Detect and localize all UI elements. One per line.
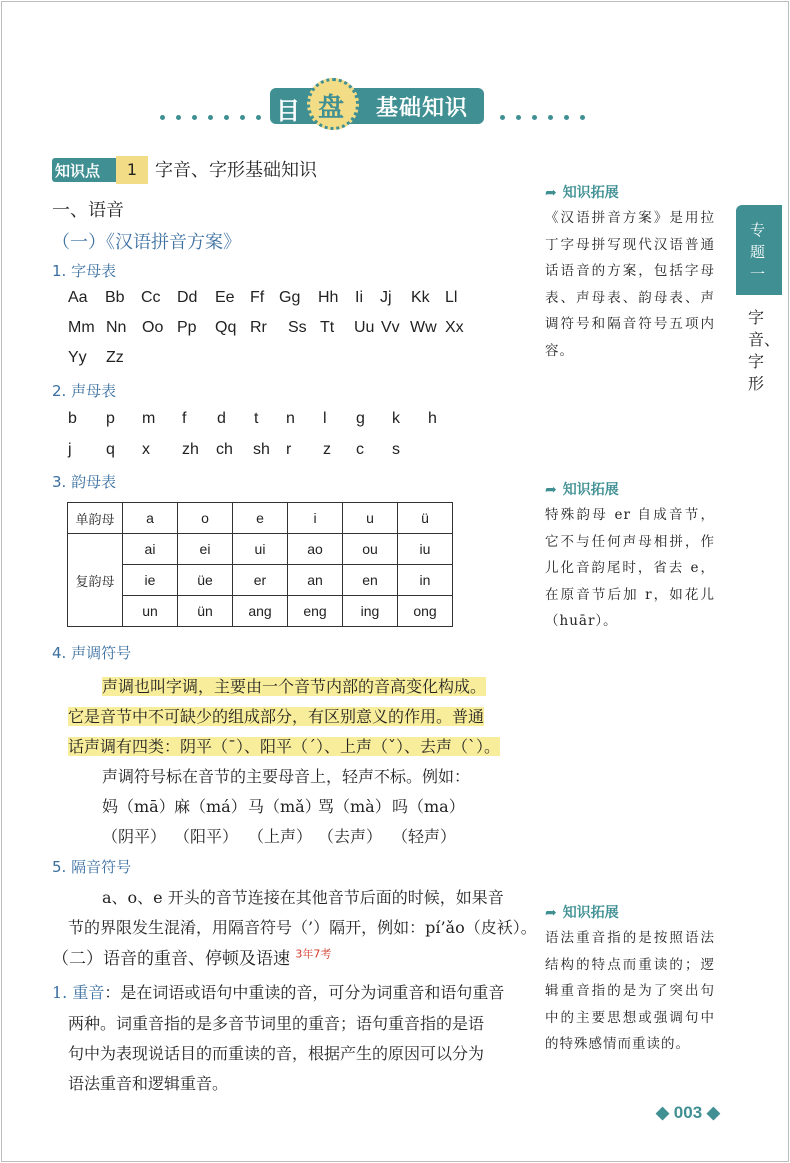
note-body: 语法重音指的是按照语法结构的特点而重读的；逻辑重音指的是为了突出句中的主要思想或强调句中的特殊感情而重读的。 (545, 930, 715, 1052)
arrow-icon: ➦ (545, 185, 557, 201)
tone-example: 吗（ma） (392, 797, 465, 816)
table-row (68, 596, 453, 627)
letter-pair: Zz (106, 349, 124, 366)
initial: g (356, 410, 365, 427)
knowledge-point-number: 1 (116, 156, 148, 184)
letter-pair: Pp (177, 319, 197, 336)
subsection-title-text: （二）语音的重音、停顿及语速 (52, 949, 290, 969)
note-heading-text: 知识拓展 (562, 482, 619, 498)
separator-heading: 5. 隔音符号 (52, 858, 132, 876)
side-tab-topic: 专题一 (750, 221, 766, 283)
finals-table (67, 502, 453, 627)
letter-pair: Xx (445, 319, 464, 336)
tone-example-labels (102, 824, 462, 846)
letter-pair: Ff (250, 289, 265, 306)
letter-pair: Nn (106, 319, 127, 336)
tones-paragraph-2: 声调符号标在音节的主要母音上，轻声不标。例如： (102, 767, 471, 786)
initial: ch (216, 441, 233, 458)
note-heading (545, 479, 619, 499)
table-cell: en (343, 565, 398, 596)
stress-line: 语法重音和逻辑重音。 (68, 1074, 229, 1093)
subsection-title-2 (52, 944, 331, 969)
table-cell: ie (123, 565, 178, 596)
table-cell: er (233, 565, 288, 596)
note-heading-text: 知识拓展 (562, 185, 619, 201)
initial: s (392, 441, 400, 458)
stress-term: 1. 重音 (52, 983, 105, 1002)
letter-pair: Uu (354, 319, 375, 336)
tone-examples (102, 794, 465, 816)
initial: q (106, 441, 115, 458)
note-heading (545, 902, 619, 922)
table-cell: ui (233, 534, 288, 565)
arrow-icon: ➦ (545, 482, 557, 498)
letter-pair: Tt (320, 319, 335, 336)
tone-label: （轻声） (392, 827, 457, 846)
table-cell: ün (178, 596, 233, 627)
table-cell: in (398, 565, 453, 596)
table-cell: e (233, 503, 288, 534)
highlighted-text: 声调也叫字调，主要由一个音节内部的音高变化构成。 (102, 677, 487, 696)
table-cell: ei (178, 534, 233, 565)
initial: p (106, 410, 115, 427)
letter-pair: Ss (288, 319, 307, 336)
initial: n (286, 410, 295, 427)
header-char-2: 盘 (318, 93, 345, 123)
separator-line: a、o、e 开头的音节连接在其他音节后面的时候，如果音 (102, 888, 504, 907)
table-cell: ai (123, 534, 178, 565)
table-row-header: 单韵母 (68, 503, 123, 534)
letter-pair: Rr (250, 319, 267, 336)
letter-pair: Ii (355, 289, 363, 306)
letter-pair: Dd (177, 289, 198, 306)
tone-label: （去声） (318, 827, 383, 846)
initial: r (286, 441, 292, 458)
initial: t (254, 410, 259, 427)
header-title: 基础知识 (376, 96, 469, 121)
letter-pair: Oo (142, 319, 164, 336)
subsection-title: （一）《汉语拼音方案》 (52, 232, 241, 253)
note-heading (545, 182, 619, 202)
tone-example: 麻（má） (174, 797, 247, 816)
initial: j (68, 441, 72, 458)
initial: k (392, 410, 400, 427)
knowledge-point-label: 知识点 (55, 162, 101, 180)
table-cell: i (288, 503, 343, 534)
note-body: 特殊韵母 er 自成音节，它不与任何声母相拼，作儿化音韵尾时，省去 e，在原音节后加 r，如花儿（huār）。 (545, 507, 715, 629)
initial: zh (182, 441, 199, 458)
tone-label: （上声） (248, 827, 313, 846)
tone-label: （阴平） (102, 827, 167, 846)
exam-frequency-tag: 3年7考 (295, 947, 332, 961)
table-cell: u (343, 503, 398, 534)
tone-example: 马（mǎ） (248, 797, 321, 816)
letter-pair: Kk (411, 289, 430, 306)
tone-example: 骂（mà） (318, 797, 391, 816)
table-row-header: 复韵母 (68, 534, 123, 627)
header-dots-right (500, 115, 585, 120)
initial: l (323, 410, 327, 427)
letter-pair: Hh (318, 289, 339, 306)
table-cell: un (123, 596, 178, 627)
tones-paragraph-line (68, 734, 500, 757)
initial: sh (253, 441, 270, 458)
table-cell: üe (178, 565, 233, 596)
page-number-text: 003 (673, 1103, 703, 1122)
letter-pair: Qq (215, 319, 237, 336)
side-tab-subject: 字音、字形 (748, 308, 781, 393)
letter-pair: Jj (380, 289, 392, 306)
letter-pair: Cc (141, 289, 161, 306)
note-heading-text: 知识拓展 (562, 905, 619, 921)
section-title: 一、语音 (52, 200, 124, 221)
table-cell: ang (233, 596, 288, 627)
initial: z (323, 441, 331, 458)
table-cell: ao (288, 534, 343, 565)
chapter-side-tab (736, 205, 782, 393)
table-cell: ü (398, 503, 453, 534)
initial: h (428, 410, 437, 427)
tone-example: 妈（mā） (102, 797, 175, 816)
stress-line: 句中为表现说话目的而重读的音，根据产生的原因可以分为 (68, 1044, 485, 1063)
table-cell: ou (343, 534, 398, 565)
initial: d (217, 410, 226, 427)
knowledge-point-title: 字音、字形基础知识 (155, 160, 317, 181)
table-cell: eng (288, 596, 343, 627)
letter-pair: Mm (68, 319, 95, 336)
initial: c (356, 441, 364, 458)
letter-pair: Ll (445, 289, 458, 306)
separator-line: 节的界限发生混淆，用隔音符号（’）隔开，例如：pí’ǎo（皮袄）。 (68, 918, 537, 937)
table-cell: an (288, 565, 343, 596)
page-number: ◆ 003 ◆ (656, 1103, 720, 1122)
letter-pair: Aa (68, 289, 88, 306)
letter-pair: Yy (68, 349, 87, 366)
initial: b (68, 410, 77, 427)
tone-label: （阳平） (174, 827, 239, 846)
initial: m (142, 410, 156, 427)
table-row (68, 565, 453, 596)
initial: x (142, 441, 150, 458)
initial: f (182, 410, 187, 427)
tones-paragraph-line (68, 704, 484, 727)
table-cell: a (123, 503, 178, 534)
table-row (68, 534, 453, 565)
table-row (68, 503, 453, 534)
stress-line (52, 980, 504, 1003)
stress-definition: ：是在词语或语句中重读的音，可分为词重音和语句重音 (104, 983, 505, 1002)
highlighted-text: 话声调有四类：阴平（ˉ）、阳平（ˊ）、上声（ˇ）、去声（ˋ）。 (68, 737, 501, 756)
letter-pair: Ee (215, 289, 235, 306)
header-char-1: 目 (276, 97, 300, 125)
arrow-icon: ➦ (545, 905, 557, 921)
letter-pair: Gg (279, 289, 301, 306)
table-cell: ong (398, 596, 453, 627)
highlighted-text: 它是音节中不可缺少的组成部分，有区别意义的作用。普通 (68, 707, 485, 726)
table-cell: ing (343, 596, 398, 627)
finals-heading: 3. 韵母表 (52, 473, 117, 491)
table-cell: o (178, 503, 233, 534)
initials-heading: 2. 声母表 (52, 382, 117, 400)
note-body: 《汉语拼音方案》是用拉丁字母拼写现代汉语普通话语音的方案，包括字母表、声母表、韵母表、声调符号和隔音符号五项内容。 (545, 210, 715, 359)
table-cell: iu (398, 534, 453, 565)
letter-pair: Bb (105, 289, 125, 306)
tones-paragraph-line (102, 674, 486, 697)
letter-pair: Ww (410, 319, 437, 336)
letter-pair: Vv (381, 319, 400, 336)
alphabet-heading: 1. 字母表 (52, 262, 117, 280)
tones-heading: 4. 声调符号 (52, 644, 132, 662)
stress-line: 两种。词重音指的是多音节词里的重音；语句重音指的是语 (68, 1014, 485, 1033)
